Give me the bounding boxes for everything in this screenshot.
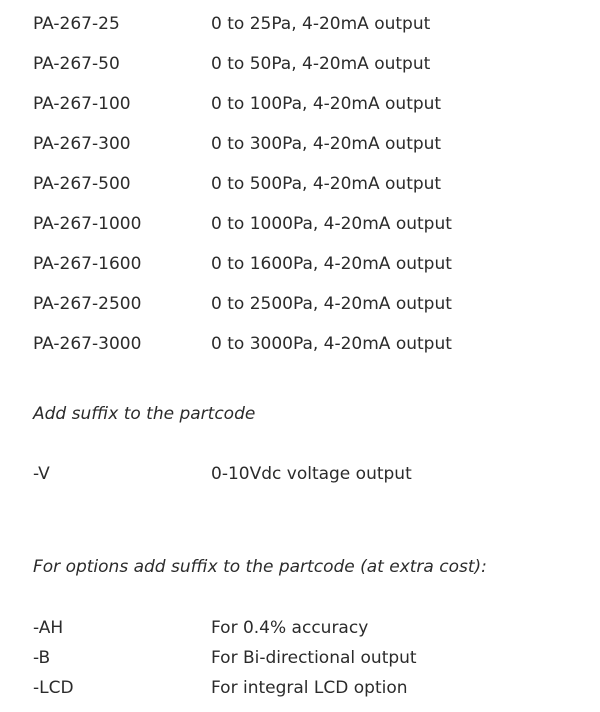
suffix-row bbox=[0, 461, 600, 487]
option-row bbox=[0, 645, 600, 671]
option-code: -B bbox=[33, 648, 51, 668]
part-description: 0 to 25Pa, 4-20mA output bbox=[211, 14, 431, 34]
part-description: 0 to 50Pa, 4-20mA output bbox=[211, 54, 431, 74]
part-row bbox=[0, 11, 600, 37]
part-code: PA-267-500 bbox=[33, 174, 131, 194]
part-description: 0 to 300Pa, 4-20mA output bbox=[211, 134, 442, 154]
part-description: 0 to 1000Pa, 4-20mA output bbox=[211, 214, 452, 234]
option-description: For integral LCD option bbox=[211, 678, 408, 698]
part-row bbox=[0, 171, 600, 197]
part-code: PA-267-2500 bbox=[33, 294, 142, 314]
part-code: PA-267-300 bbox=[33, 134, 131, 154]
option-code: -LCD bbox=[33, 678, 74, 698]
part-row bbox=[0, 51, 600, 77]
part-row bbox=[0, 331, 600, 357]
option-description: For Bi-directional output bbox=[211, 648, 417, 668]
part-description: 0 to 3000Pa, 4-20mA output bbox=[211, 334, 452, 354]
part-code: PA-267-3000 bbox=[33, 334, 142, 354]
part-code: PA-267-1000 bbox=[33, 214, 142, 234]
part-row bbox=[0, 291, 600, 317]
part-description: 0 to 500Pa, 4-20mA output bbox=[211, 174, 442, 194]
part-row bbox=[0, 251, 600, 277]
part-code: PA-267-1600 bbox=[33, 254, 142, 274]
part-description: 0 to 2500Pa, 4-20mA output bbox=[211, 294, 452, 314]
options-note: For options add suffix to the partcode (at extra cost): bbox=[33, 557, 487, 577]
part-description: 0 to 1600Pa, 4-20mA output bbox=[211, 254, 452, 274]
part-code: PA-267-50 bbox=[33, 54, 120, 74]
part-code: PA-267-25 bbox=[33, 14, 120, 34]
suffix-code: -V bbox=[33, 464, 50, 484]
option-description: For 0.4% accuracy bbox=[211, 618, 369, 638]
option-row bbox=[0, 675, 600, 701]
part-row bbox=[0, 211, 600, 237]
part-row bbox=[0, 131, 600, 157]
suffix-description: 0-10Vdc voltage output bbox=[211, 464, 412, 484]
option-code: -AH bbox=[33, 618, 64, 638]
part-code: PA-267-100 bbox=[33, 94, 131, 114]
part-row bbox=[0, 91, 600, 117]
suffix-note: Add suffix to the partcode bbox=[33, 404, 256, 424]
option-row bbox=[0, 615, 600, 641]
part-description: 0 to 100Pa, 4-20mA output bbox=[211, 94, 442, 114]
